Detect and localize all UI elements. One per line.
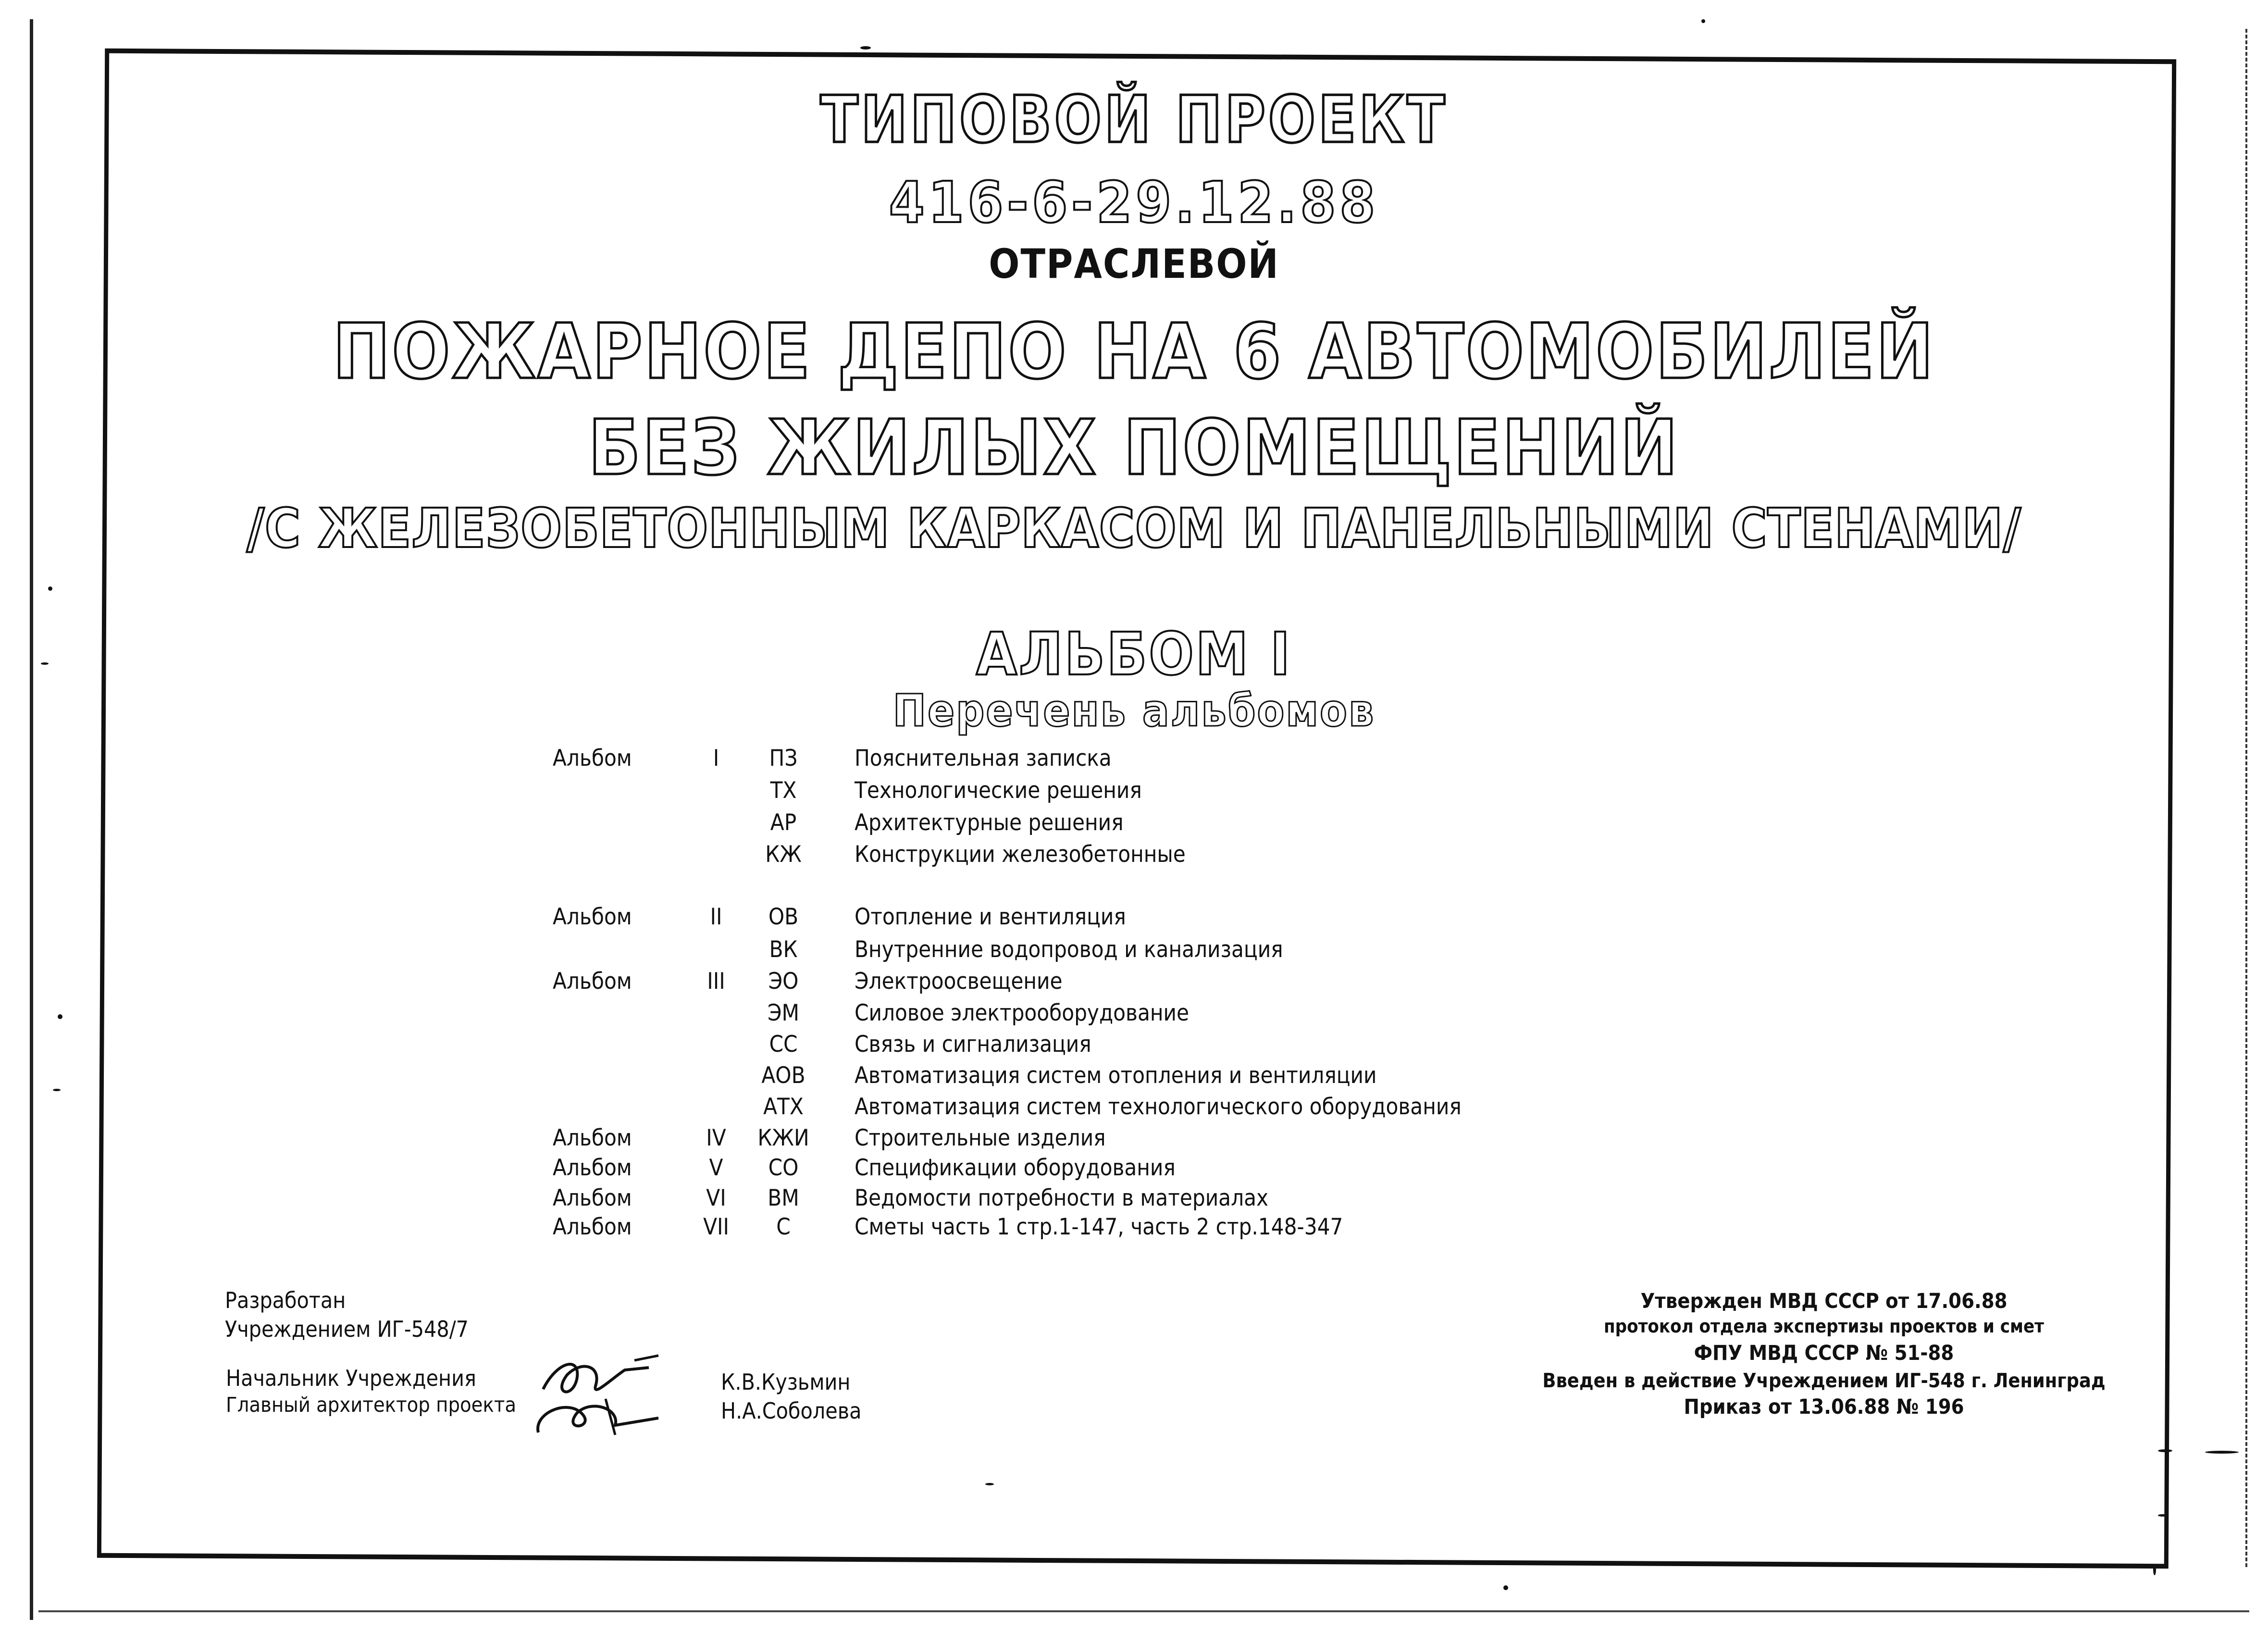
section-description: Пояснительная записка — [855, 745, 1112, 772]
album-number: II — [710, 904, 722, 930]
section-description: Силовое электрооборудование — [855, 1000, 1190, 1026]
scan-speck — [860, 46, 871, 50]
section-code: ТХ — [770, 777, 797, 804]
section-code: ВМ — [768, 1185, 799, 1211]
album-number: IV — [706, 1125, 726, 1151]
album-label: Альбом — [553, 904, 632, 930]
section-description: Конструкции железобетонные — [855, 841, 1186, 868]
section-code: ОВ — [768, 904, 799, 930]
album-number: III — [707, 968, 725, 995]
project-type: ТИПОВОЙ ПРОЕКТ — [820, 82, 1448, 158]
project-number: 416-6-29.12.88 — [889, 169, 1379, 236]
album-number: I — [713, 745, 719, 772]
album-number: VI — [706, 1185, 726, 1211]
section-description: Технологические решения — [855, 777, 1142, 804]
section-code: КЖИ — [757, 1125, 809, 1151]
section-description: Автоматизация систем технологического оборудования — [855, 1094, 1462, 1120]
section-code: СС — [769, 1031, 798, 1058]
title-line-2: БЕЗ ЖИЛЫХ ПОМЕЩЕНИЙ — [588, 404, 1680, 492]
signature-icon — [524, 1341, 678, 1437]
section-code: ЭМ — [767, 1000, 800, 1026]
section-description: Электроосвещение — [855, 968, 1063, 995]
developer-line-2: Учреждением ИГ-548/7 — [225, 1316, 469, 1342]
section-description: Архитектурные решения — [855, 809, 1124, 836]
scan-speck — [2153, 1565, 2156, 1575]
scan-speck — [1701, 19, 1705, 23]
section-code: СО — [768, 1155, 799, 1181]
album-number: VII — [703, 1214, 729, 1240]
section-code: ПЗ — [769, 745, 798, 772]
scan-speck — [2158, 1514, 2168, 1517]
section-code: АТХ — [763, 1094, 804, 1120]
architect-title: Главный архитектор проекта — [226, 1393, 517, 1417]
chief-title: Начальник Учреждения — [226, 1365, 476, 1391]
scan-speck — [2158, 1449, 2172, 1452]
chief-name: К.В.Кузьмин — [721, 1369, 851, 1395]
album-number: V — [709, 1155, 723, 1181]
album-label: Альбом — [553, 968, 632, 995]
project-category: ОТРАСЛЕВОЙ — [989, 240, 1279, 287]
album-label: Альбом — [553, 1155, 632, 1181]
section-code: ВК — [769, 936, 798, 963]
section-code: АОВ — [761, 1062, 806, 1089]
title-line-1: ПОЖАРНОЕ ДЕПО НА 6 АВТОМОБИЛЕЙ — [333, 308, 1935, 396]
approval-line-5: Приказ от 13.06.88 № 196 — [1684, 1395, 1964, 1419]
architect-name: Н.А.Соболева — [721, 1398, 862, 1424]
section-description: Внутренние водопровод и канализация — [855, 936, 1283, 963]
album-heading: АЛЬБОМ I — [976, 620, 1292, 688]
developer-line-1: Разработан — [225, 1287, 346, 1313]
approval-line-1: Утвержден МВД СССР от 17.06.88 — [1640, 1289, 2008, 1313]
album-label: Альбом — [553, 1125, 632, 1151]
approval-line-4: Введен в действие Учреждением ИГ-548 г. Ленинград — [1542, 1369, 2106, 1392]
album-label: Альбом — [553, 745, 632, 772]
album-list-heading: Перечень альбомов — [892, 685, 1376, 736]
scan-speck — [53, 1089, 61, 1091]
section-description: Ведомости потребности в материалах — [855, 1185, 1269, 1211]
outer-border-bottom — [38, 1610, 2249, 1612]
title-line-3: /С ЖЕЛЕЗОБЕТОННЫМ КАРКАСОМ И ПАНЕЛЬНЫМИ СТЕНАМИ/ — [247, 498, 2021, 560]
section-code: КЖ — [765, 841, 802, 868]
section-description: Спецификации оборудования — [855, 1155, 1176, 1181]
section-code: С — [776, 1214, 791, 1240]
approval-line-3: ФПУ МВД СССР № 51-88 — [1694, 1341, 1954, 1365]
section-code: ЭО — [768, 968, 799, 995]
section-description: Связь и сигнализация — [855, 1031, 1091, 1058]
scan-speck — [1503, 1585, 1508, 1590]
section-description: Отопление и вентиляция — [855, 904, 1126, 930]
approval-line-2: протокол отдела экспертизы проектов и смет — [1603, 1316, 2044, 1337]
scan-speck — [48, 586, 52, 591]
section-description: Автоматизация систем отопления и вентиляции — [855, 1062, 1377, 1089]
album-label: Альбом — [553, 1214, 632, 1240]
scan-speck — [2205, 1451, 2239, 1454]
section-description: Сметы часть 1 стр.1-147, часть 2 стр.148-347 — [855, 1214, 1343, 1240]
scan-speck — [985, 1483, 994, 1485]
album-label: Альбом — [553, 1185, 632, 1211]
section-description: Строительные изделия — [855, 1125, 1106, 1151]
scan-speck — [58, 1014, 62, 1019]
section-code: АР — [770, 809, 797, 836]
